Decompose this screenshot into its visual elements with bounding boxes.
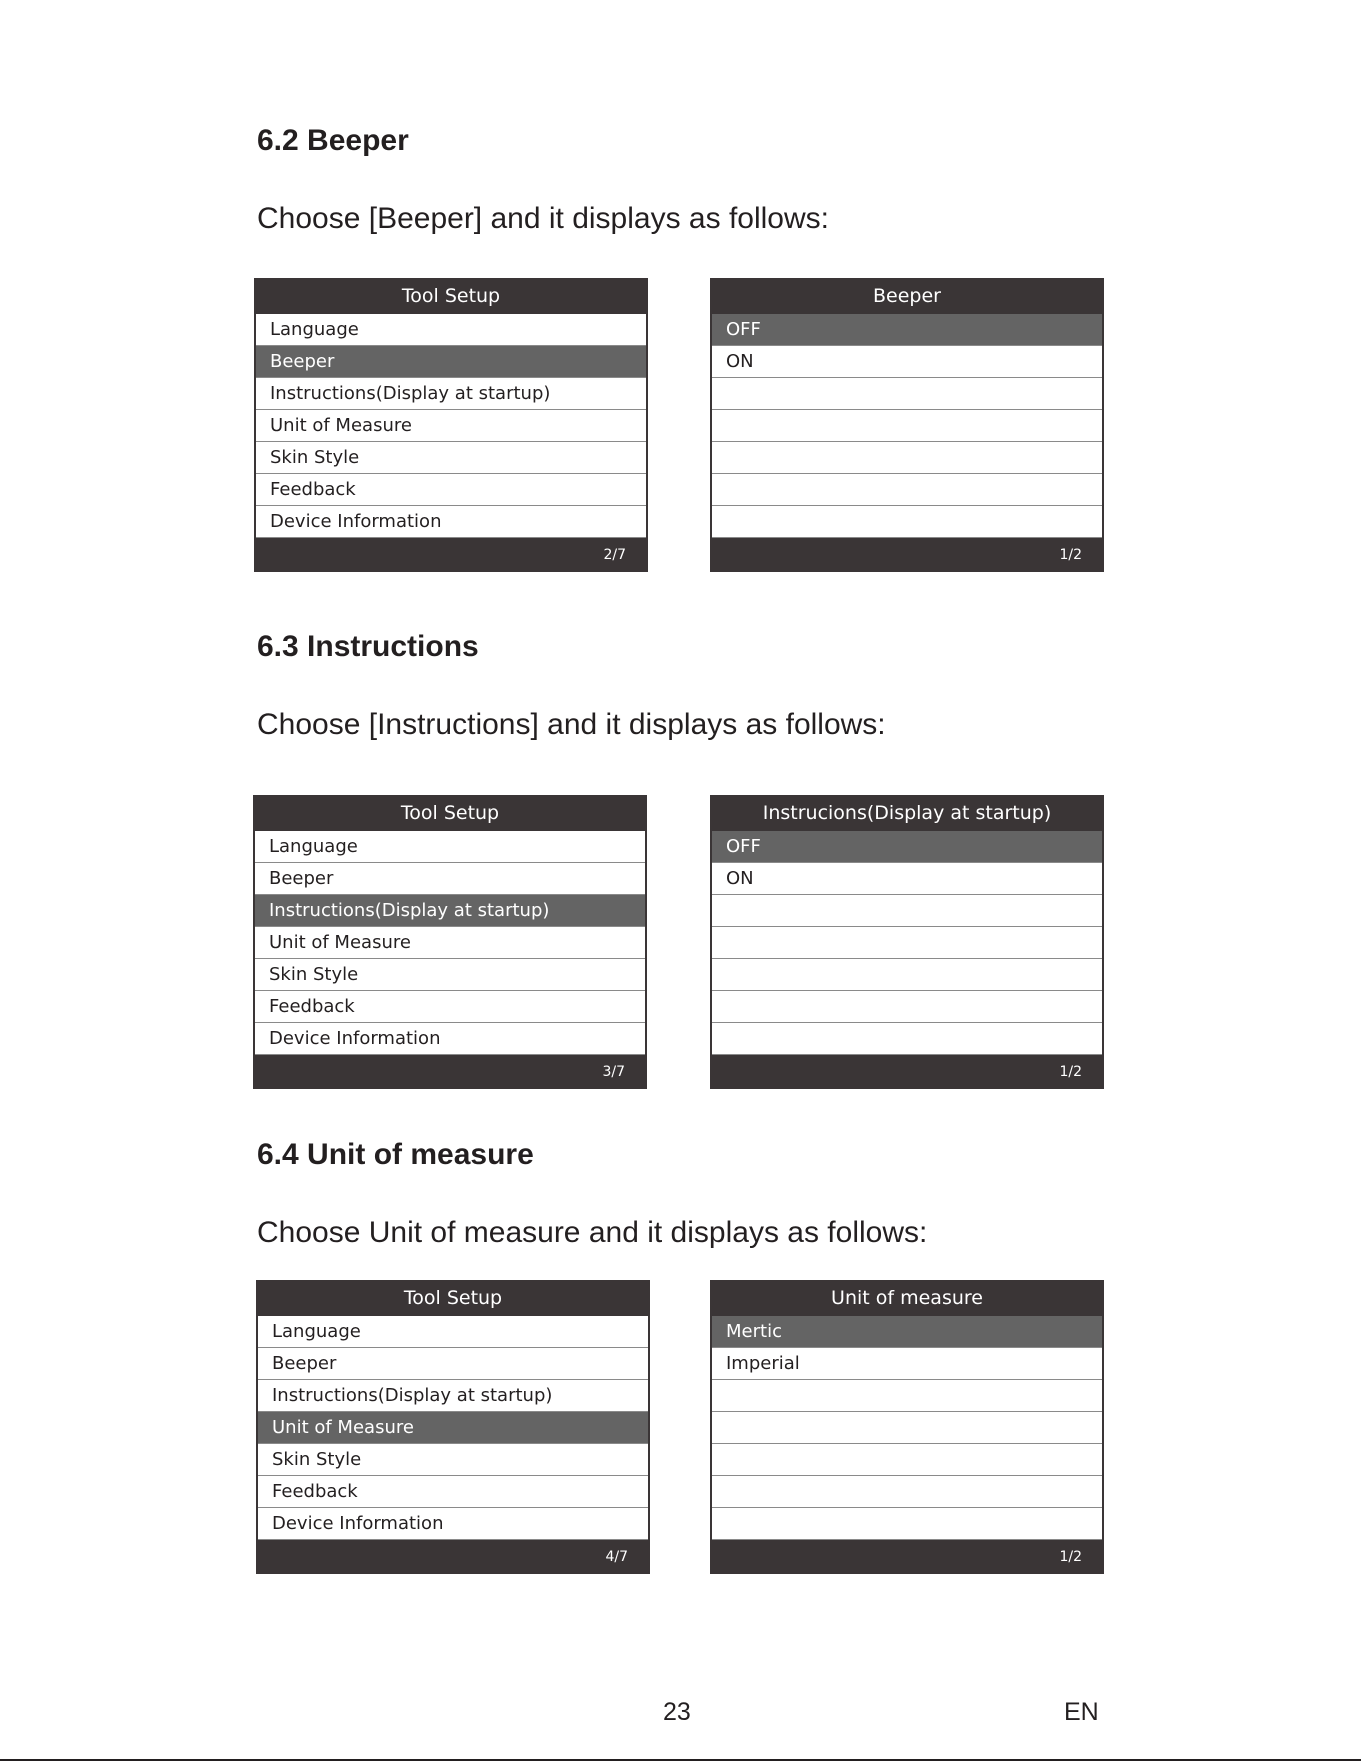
page-indicator: 3/7 <box>602 1064 625 1080</box>
menu-item-empty <box>712 927 1102 959</box>
page-indicator: 1/2 <box>1059 1064 1082 1080</box>
section-heading-instructions: 6.3 Instructions <box>257 630 479 663</box>
screen-title: Beeper <box>873 285 941 307</box>
section-heading-unit-of-measure: 6.4 Unit of measure <box>257 1138 534 1171</box>
section-text-instructions: Choose [Instructions] and it displays as follows: <box>257 708 886 741</box>
menu-item[interactable]: Feedback <box>258 1476 648 1508</box>
menu-item-empty <box>712 959 1102 991</box>
screen-title: Tool Setup <box>400 802 500 824</box>
section-text-beeper: Choose [Beeper] and it displays as follows: <box>257 202 829 235</box>
menu-item-empty <box>712 410 1102 442</box>
menu-item[interactable]: Instructions(Display at startup) <box>258 1380 648 1412</box>
menu-item[interactable]: Device Information <box>256 506 646 538</box>
menu-list <box>712 314 1102 538</box>
tool-setup-screen-instructions <box>253 795 647 1089</box>
tool-setup-screen-beeper <box>254 278 648 572</box>
unit-of-measure-options-screen <box>710 1280 1104 1574</box>
menu-item[interactable]: Feedback <box>255 991 645 1023</box>
screen-title: Unit of measure <box>831 1287 983 1309</box>
menu-item[interactable]: Instructions(Display at startup) <box>256 378 646 410</box>
menu-list <box>255 831 645 1055</box>
menu-list <box>712 831 1102 1055</box>
menu-item-empty <box>712 1023 1102 1055</box>
menu-list <box>712 1316 1102 1540</box>
menu-item[interactable]: Beeper <box>256 346 646 378</box>
menu-item-empty <box>712 442 1102 474</box>
page-indicator: 1/2 <box>1059 1549 1082 1565</box>
menu-item-empty <box>712 474 1102 506</box>
menu-item-empty <box>712 1412 1102 1444</box>
menu-item-empty <box>712 1444 1102 1476</box>
menu-item[interactable]: Mertic <box>712 1316 1102 1348</box>
screen-title: Instrucions(Display at startup) <box>762 802 1052 824</box>
page-number: 23 <box>663 1698 691 1726</box>
menu-item[interactable]: Unit of Measure <box>255 927 645 959</box>
menu-item[interactable]: OFF <box>712 831 1102 863</box>
menu-item[interactable]: Unit of Measure <box>256 410 646 442</box>
menu-item[interactable]: ON <box>712 863 1102 895</box>
menu-item-empty <box>712 991 1102 1023</box>
menu-item-empty <box>712 1380 1102 1412</box>
page-indicator: 1/2 <box>1059 547 1082 563</box>
section-heading-beeper: 6.2 Beeper <box>257 124 409 157</box>
menu-item-empty <box>712 378 1102 410</box>
menu-item[interactable]: Skin Style <box>258 1444 648 1476</box>
menu-item-empty <box>712 506 1102 538</box>
menu-list <box>258 1316 648 1540</box>
section-text-unit-of-measure: Choose Unit of measure and it displays as follows: <box>257 1216 928 1249</box>
menu-item[interactable]: Language <box>255 831 645 863</box>
menu-item[interactable]: Instructions(Display at startup) <box>255 895 645 927</box>
menu-item[interactable]: Skin Style <box>256 442 646 474</box>
menu-item[interactable]: Beeper <box>255 863 645 895</box>
menu-item[interactable]: Device Information <box>258 1508 648 1540</box>
menu-item[interactable]: Imperial <box>712 1348 1102 1380</box>
language-code: EN <box>1064 1698 1099 1726</box>
screen-title: Tool Setup <box>403 1287 503 1309</box>
menu-item[interactable]: Beeper <box>258 1348 648 1380</box>
menu-item[interactable]: Language <box>256 314 646 346</box>
page-indicator: 2/7 <box>603 547 626 563</box>
menu-item[interactable]: Language <box>258 1316 648 1348</box>
screen-title: Tool Setup <box>401 285 501 307</box>
menu-item-empty <box>712 895 1102 927</box>
menu-item-empty <box>712 1508 1102 1540</box>
menu-item[interactable]: Feedback <box>256 474 646 506</box>
menu-list <box>256 314 646 538</box>
page-indicator: 4/7 <box>605 1549 628 1565</box>
menu-item[interactable]: Skin Style <box>255 959 645 991</box>
menu-item[interactable]: ON <box>712 346 1102 378</box>
menu-item[interactable]: Device Information <box>255 1023 645 1055</box>
menu-item-empty <box>712 1476 1102 1508</box>
instructions-options-screen <box>710 795 1104 1089</box>
menu-item[interactable]: Unit of Measure <box>258 1412 648 1444</box>
beeper-options-screen <box>710 278 1104 572</box>
tool-setup-screen-unit-of-measure <box>256 1280 650 1574</box>
menu-item[interactable]: OFF <box>712 314 1102 346</box>
